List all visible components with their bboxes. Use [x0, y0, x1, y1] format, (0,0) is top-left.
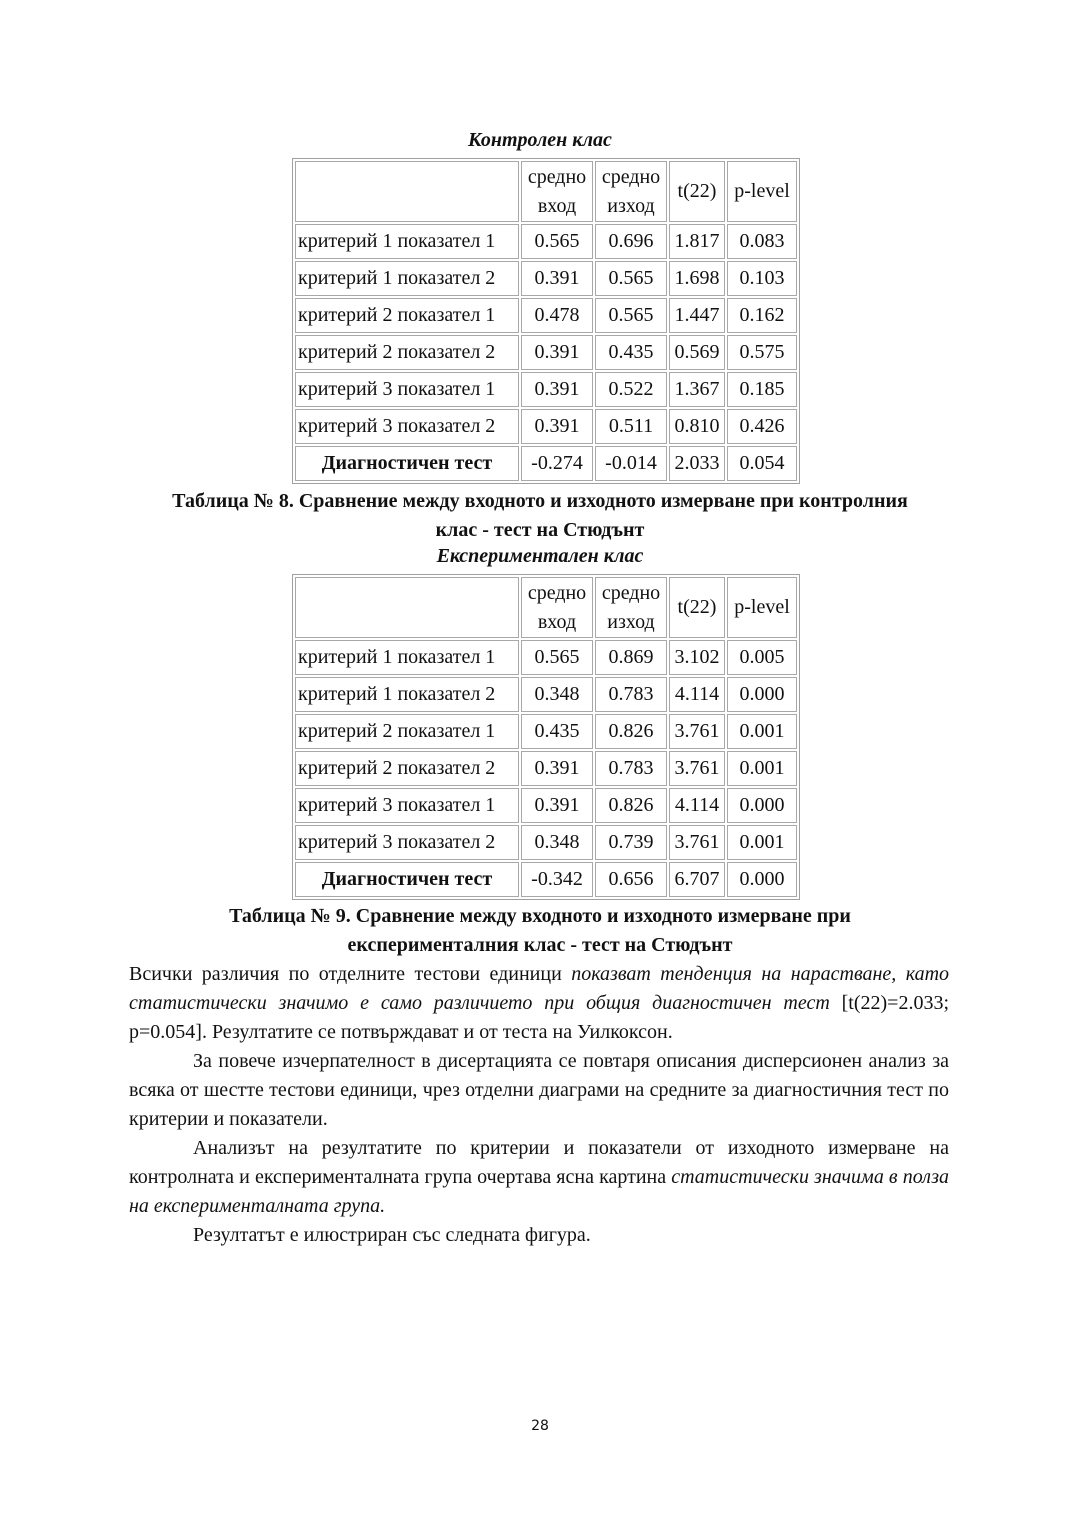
row-label: критерий 1 показател 1: [295, 224, 519, 259]
mean-in-value: 0.348: [521, 825, 593, 860]
p-level-value: 0.103: [727, 261, 797, 296]
t-value: 1.817: [669, 224, 725, 259]
mean-in-value: 0.478: [521, 298, 593, 333]
t-value: 6.707: [669, 862, 725, 897]
mean-in-value: 0.348: [521, 677, 593, 712]
row-label: Диагностичен тест: [295, 862, 519, 897]
t-value: 3.761: [669, 825, 725, 860]
row-label: критерий 3 показател 1: [295, 372, 519, 407]
p-level-value: 0.000: [727, 862, 797, 897]
body-paragraph-2: За повече изчерпателност в дисертацията се повтаря описания дисперсионен анализ за всяка от шестте тестови единици, чрез отделни диаграми на средните за диагностичния тест по критерии и показатели.: [129, 1050, 949, 1130]
p-level-value: 0.054: [727, 446, 797, 481]
table-row: [295, 825, 797, 860]
mean-in-value: 0.391: [521, 751, 593, 786]
table9-caption: Таблица № 9. Сравнение между входното и изходното измерване при експерименталния клас - тест на Стюдънт: [229, 905, 851, 956]
table-row: [295, 224, 797, 259]
p-level-value: 0.083: [727, 224, 797, 259]
table-row: [295, 788, 797, 823]
row-label: критерий 2 показател 1: [295, 714, 519, 749]
mean-out-value: 0.826: [595, 714, 667, 749]
header-empty-cell: [295, 161, 519, 222]
header-mean-out: средно изход: [595, 161, 667, 222]
table-row: [295, 372, 797, 407]
t-value: 1.447: [669, 298, 725, 333]
mean-out-value: 0.783: [595, 751, 667, 786]
t-value: 2.033: [669, 446, 725, 481]
t-value: 3.102: [669, 640, 725, 675]
header-t: t(22): [669, 161, 725, 222]
mean-out-value: 0.739: [595, 825, 667, 860]
p-level-value: 0.001: [727, 825, 797, 860]
p-level-value: 0.162: [727, 298, 797, 333]
body-paragraph-3: Анализът на резултатите по критерии и показатели от изходното измерване на контролната и експерименталната група очертава ясна картина статистически значима в полза на експерименталната група.: [129, 1137, 949, 1217]
mean-out-value: 0.522: [595, 372, 667, 407]
row-label: критерий 3 показател 1: [295, 788, 519, 823]
mean-out-value: 0.656: [595, 862, 667, 897]
p-level-value: 0.005: [727, 640, 797, 675]
row-label: критерий 3 показател 2: [295, 825, 519, 860]
table-row: [295, 751, 797, 786]
table-row: [295, 640, 797, 675]
t-value: 4.114: [669, 677, 725, 712]
header-mean-out: средно изход: [595, 577, 667, 638]
page-number: 28: [531, 1418, 549, 1434]
mean-in-value: 0.391: [521, 788, 593, 823]
table-experimental-class: [292, 574, 800, 900]
mean-in-value: 0.391: [521, 372, 593, 407]
t-value: 1.698: [669, 261, 725, 296]
mean-out-value: 0.565: [595, 298, 667, 333]
table-header-row: [295, 161, 797, 222]
mean-in-value: 0.435: [521, 714, 593, 749]
t-value: 3.761: [669, 714, 725, 749]
t-value: 3.761: [669, 751, 725, 786]
table-row: [295, 714, 797, 749]
mean-in-value: 0.391: [521, 335, 593, 370]
t-value: 0.810: [669, 409, 725, 444]
mean-out-value: 0.826: [595, 788, 667, 823]
p-level-value: 0.575: [727, 335, 797, 370]
header-mean-in: средно вход: [521, 577, 593, 638]
table-row: [295, 298, 797, 333]
table-row: [295, 446, 797, 481]
table-header-row: [295, 577, 797, 638]
p-level-value: 0.000: [727, 788, 797, 823]
p-level-value: 0.185: [727, 372, 797, 407]
mean-in-value: 0.565: [521, 224, 593, 259]
mean-in-value: -0.342: [521, 862, 593, 897]
mean-in-value: -0.274: [521, 446, 593, 481]
table-control-class: [292, 158, 800, 484]
row-label: критерий 2 показател 2: [295, 335, 519, 370]
p-level-value: 0.000: [727, 677, 797, 712]
body-paragraph-1: Всички различия по отделните тестови единици показват тенденция на нарастване, като статистически значимо е само различието при общия диагностичен тест [t(22)=2.033; p=0.054]. Резултатите се потвърждават и от теста на Уилкоксон.: [129, 963, 950, 1043]
mean-out-value: 0.783: [595, 677, 667, 712]
table8-caption: Таблица № 8. Сравнение между входното и изходното измерване при контролния клас - тест на Стюдънт: [172, 490, 908, 541]
table8-title: Контролен клас: [468, 129, 612, 151]
body-paragraph-4: Резултатът е илюстриран със следната фигура.: [193, 1224, 591, 1246]
mean-out-value: 0.435: [595, 335, 667, 370]
row-label: критерий 3 показател 2: [295, 409, 519, 444]
header-p-level: p-level: [727, 577, 797, 638]
header-empty-cell: [295, 577, 519, 638]
table-row: [295, 409, 797, 444]
t-value: 1.367: [669, 372, 725, 407]
row-label: критерий 1 показател 2: [295, 677, 519, 712]
p-level-value: 0.001: [727, 714, 797, 749]
header-t: t(22): [669, 577, 725, 638]
p-level-value: 0.001: [727, 751, 797, 786]
t-value: 4.114: [669, 788, 725, 823]
mean-out-value: 0.696: [595, 224, 667, 259]
table-row: [295, 335, 797, 370]
mean-in-value: 0.565: [521, 640, 593, 675]
row-label: критерий 1 показател 1: [295, 640, 519, 675]
row-label: Диагностичен тест: [295, 446, 519, 481]
table-row: [295, 261, 797, 296]
row-label: критерий 2 показател 2: [295, 751, 519, 786]
mean-out-value: 0.511: [595, 409, 667, 444]
mean-out-value: 0.565: [595, 261, 667, 296]
mean-out-value: -0.014: [595, 446, 667, 481]
row-label: критерий 1 показател 2: [295, 261, 519, 296]
row-label: критерий 2 показател 1: [295, 298, 519, 333]
header-p-level: p-level: [727, 161, 797, 222]
p-level-value: 0.426: [727, 409, 797, 444]
mean-in-value: 0.391: [521, 409, 593, 444]
table-row: [295, 677, 797, 712]
table9-title: Експериментален клас: [436, 545, 644, 567]
mean-in-value: 0.391: [521, 261, 593, 296]
header-mean-in: средно вход: [521, 161, 593, 222]
mean-out-value: 0.869: [595, 640, 667, 675]
t-value: 0.569: [669, 335, 725, 370]
table-row: [295, 862, 797, 897]
